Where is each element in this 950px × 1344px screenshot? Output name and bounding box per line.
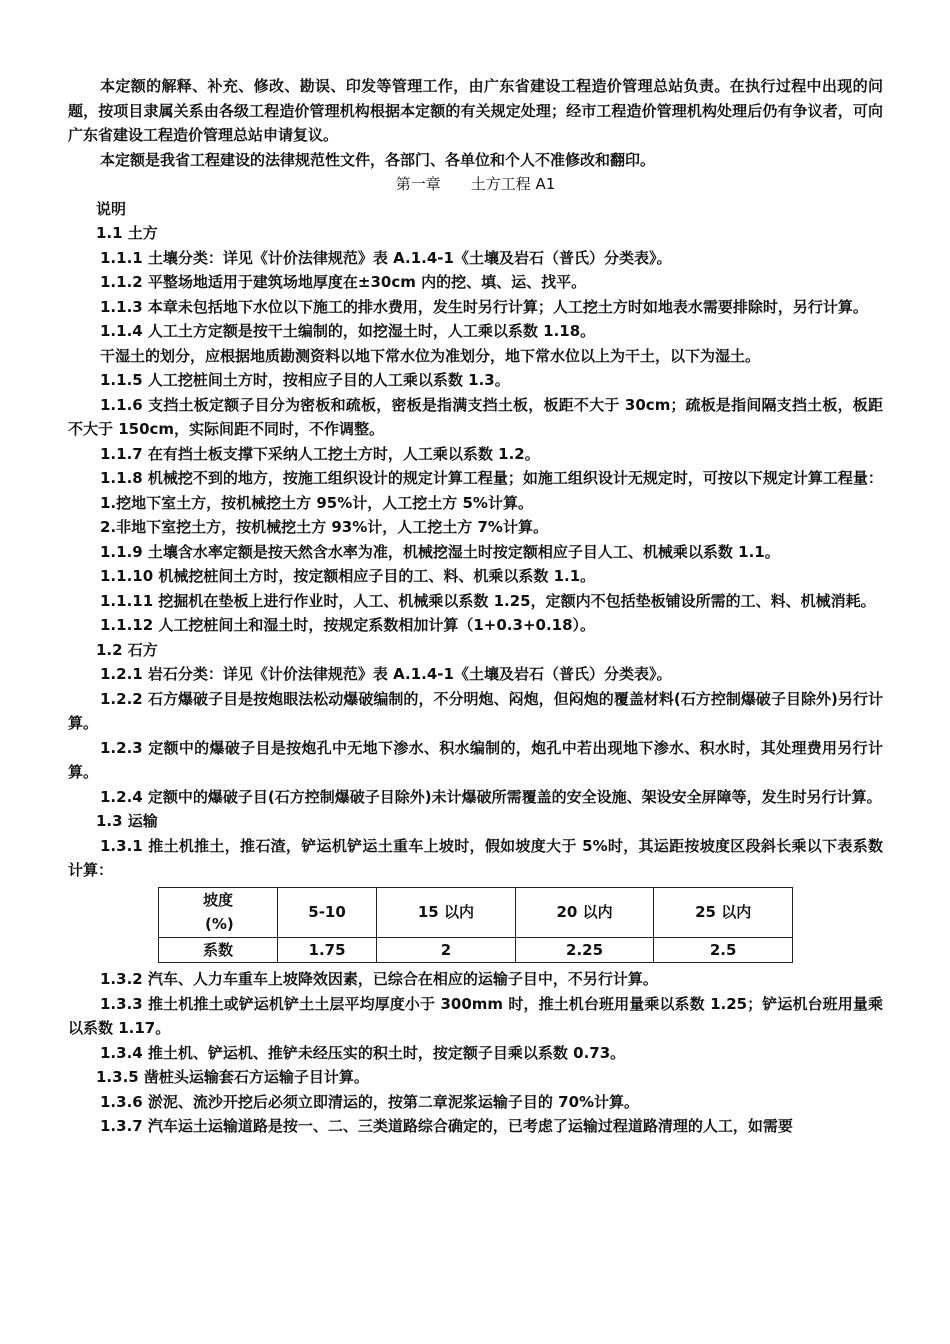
clause-1-3-6: 1.3.6 淤泥、流沙开挖后必须立即清运的，按第二章泥浆运输子目的 70%计算。 xyxy=(100,1092,640,1111)
clause-1-1-4-note: 干湿土的划分，应根据地质勘测资料以地下常水位为准划分，地下常水位以上为干土，以下为湿土。 xyxy=(100,346,761,365)
clause-1-1-4: 1.1.4 人工土方定额是按干土编制的，如挖湿土时，人工乘以系数 1.18。 xyxy=(100,322,596,340)
slope-header-unit: (%) xyxy=(205,915,234,933)
intro-paragraph-1: 本定额的解释、补充、修改、勘误、印发等管理工作，由广东省建设工程造价管理总站负责。在执行过程中出现的问题，按项目隶属关系由各级工程造价管理机构根据本定额的有关规定处理；经市工程造价管理机构处理后仍有争议者，可向广东省建设工程造价管理总站申请复议。 xyxy=(68,77,883,144)
clause-1-2-1: 1.2.1 岩石分类：详见《计价法律规范》表 A.1.4-1《土壤及岩石（普氏）分类表》。 xyxy=(100,665,672,683)
clause-1-1-8-sub-2: 2.非地下室挖土方，按机械挖土方 93%计，人工挖土方 7%计算。 xyxy=(100,518,548,536)
chapter-title: 第一章 土方工程 A1 xyxy=(395,175,556,193)
table-row xyxy=(159,937,793,963)
clause-1-3-1: 1.3.1 推土机推土，推石渣，铲运机铲运土重车上坡时，假如坡度大于 5%时，其运距按坡度区段斜长乘以下表系数计算： xyxy=(68,836,883,879)
slope-header-cell xyxy=(159,887,278,937)
table-row xyxy=(159,887,793,937)
slope-coefficient-table xyxy=(158,887,793,964)
clause-1-1-8: 1.1.8 机械挖不到的地方，按施工组织设计的规定计算工程量；如施工组织设计无规定时，可按以下规定计算工程量： xyxy=(100,469,883,487)
clause-1-2-4: 1.2.4 定额中的爆破子目(石方控制爆破子目除外)未计爆破所需覆盖的安全设施、架设安全屏障等，发生时另行计算。 xyxy=(100,787,882,806)
slope-value-cell: 5-10 xyxy=(278,887,377,937)
clause-1-1-10: 1.1.10 机械挖桩间土方时，按定额相应子目的工、料、机乘以系数 1.1。 xyxy=(100,567,596,585)
document-page xyxy=(68,74,883,1139)
coef-value-cell: 2.25 xyxy=(515,937,654,963)
clause-1-1-5: 1.1.5 人工挖桩间土方时，按相应子目的人工乘以系数 1.3。 xyxy=(100,371,510,389)
section-1-2-title: 1.2 石方 xyxy=(96,640,158,659)
clause-1-3-3: 1.3.3 推土机推土或铲运机铲土土层平均厚度小于 300mm 时，推土机台班用量乘以系数 1.25；铲运机台班用量乘以系数 1.17。 xyxy=(68,994,883,1037)
clause-1-3-2: 1.3.2 汽车、人力车重车上坡降效因素，已综合在相应的运输子目中，不另行计算。 xyxy=(100,970,658,988)
section-1-1-title: 1.1 土方 xyxy=(96,224,158,242)
clause-1-1-6: 1.1.6 支挡土板定额子目分为密板和疏板，密板是指满支挡土板，板距不大于 30cm；疏板是指间隔支挡土板，板距不大于 150cm，实际间距不同时，不作调整。 xyxy=(68,395,883,438)
clause-1-2-2: 1.2.2 石方爆破子目是按炮眼法松动爆破编制的，不分明炮、闷炮，但闷炮的覆盖材料(石方控制爆破子目除外)另行计算。 xyxy=(68,689,883,732)
intro-paragraph-2: 本定额是我省工程建设的法律规范性文件，各部门、各单位和个人不准修改和翻印。 xyxy=(100,150,656,169)
clause-1-3-7: 1.3.7 汽车运土运输道路是按一、二、三类道路综合确定的，已考虑了运输过程道路清理的人工，如需要 xyxy=(100,1117,793,1135)
slope-value-cell: 20 以内 xyxy=(515,887,654,937)
slope-value-cell: 25 以内 xyxy=(654,887,793,937)
coef-value-cell: 2 xyxy=(377,937,516,963)
clause-1-1-3: 1.1.3 本章未包括地下水位以下施工的排水费用，发生时另行计算；人工挖土方时如地表水需要排除时，另行计算。 xyxy=(100,297,868,316)
slope-header-label: 坡度 xyxy=(202,890,233,909)
section-1-3-title: 1.3 运输 xyxy=(96,812,158,830)
slope-value-cell: 15 以内 xyxy=(377,887,516,937)
clause-1-1-2: 1.1.2 平整场地适用于建筑场地厚度在±30cm 内的挖、填、运、找平。 xyxy=(100,273,587,291)
clause-1-1-9: 1.1.9 土壤含水率定额是按天然含水率为准，机械挖湿土时按定额相应子目人工、机械乘以系数 1.1。 xyxy=(100,542,780,561)
clause-1-1-1: 1.1.1 土壤分类：详见《计价法律规范》表 A.1.4-1《土壤及岩石（普氏）分类表》。 xyxy=(100,248,672,267)
clause-1-3-5: 1.3.5 凿桩头运输套石方运输子目计算。 xyxy=(96,1068,369,1086)
clause-1-1-7: 1.1.7 在有挡土板支撑下采纳人工挖土方时，人工乘以系数 1.2。 xyxy=(100,444,540,463)
coef-value-cell: 1.75 xyxy=(278,937,377,963)
explain-label: 说明 xyxy=(96,199,127,218)
coef-header-cell: 系数 xyxy=(159,937,278,963)
clause-1-1-12: 1.1.12 人工挖桩间土和湿土时，按规定系数相加计算（1+0.3+0.18）。 xyxy=(100,616,596,634)
clause-1-1-8-sub-1: 1.挖地下室土方，按机械挖土方 95%计，人工挖土方 5%计算。 xyxy=(100,493,533,512)
clause-1-2-3: 1.2.3 定额中的爆破子目是按炮孔中无地下渗水、积水编制的，炮孔中若出现地下渗水、积水时，其处理费用另行计算。 xyxy=(68,738,883,781)
clause-1-3-4: 1.3.4 推土机、铲运机、推铲未经压实的积土时，按定额子目乘以系数 0.73。 xyxy=(100,1043,626,1062)
coef-value-cell: 2.5 xyxy=(654,937,793,963)
clause-1-1-11: 1.1.11 挖掘机在垫板上进行作业时，人工、机械乘以系数 1.25，定额内不包括垫板铺设所需的工、料、机械消耗。 xyxy=(100,591,876,610)
